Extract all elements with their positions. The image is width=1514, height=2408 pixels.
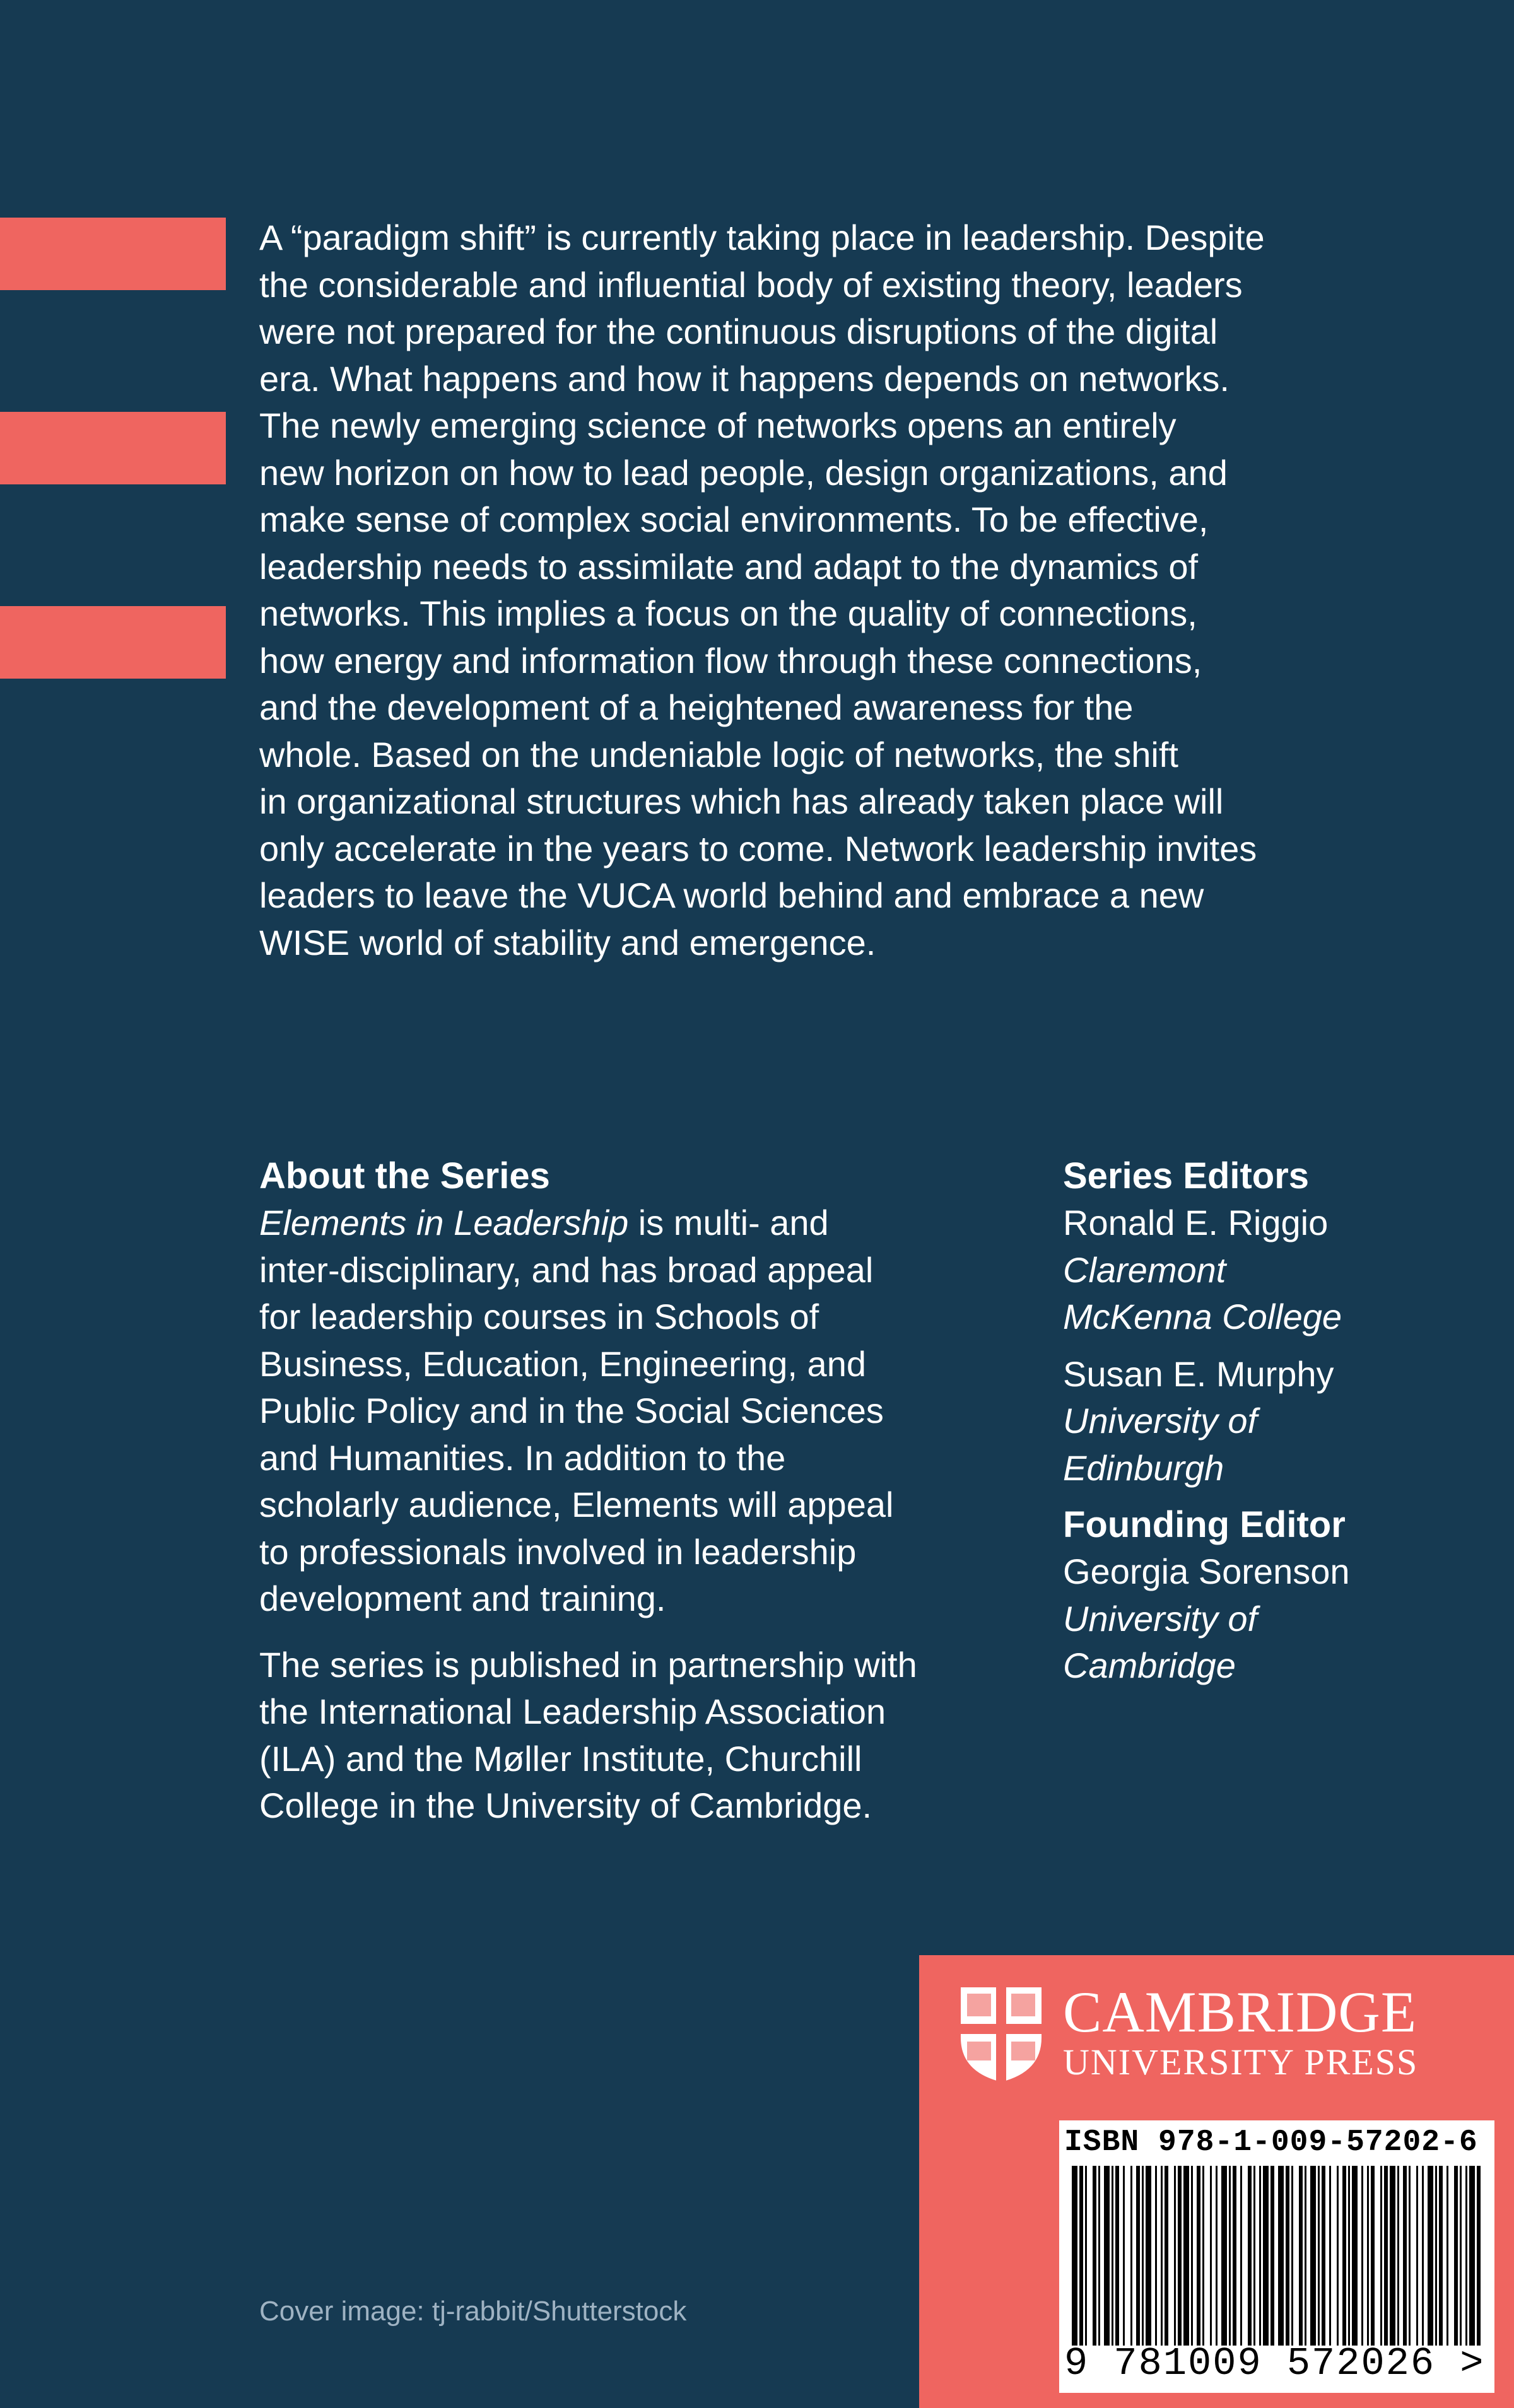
about-series-paragraph-2: The series is published in partnership with the International Leadership Association (ILA) and the Møller Institute, Churchill College in the University of Cambridge.	[259, 1644, 917, 1825]
accent-stripe-3	[0, 606, 226, 679]
editor-affiliation: Claremont McKenna College	[1063, 1249, 1342, 1336]
accent-stripe-1	[0, 218, 226, 290]
series-name: Elements in Leadership	[259, 1203, 629, 1242]
editor-name: Ronald E. Riggio	[1063, 1203, 1329, 1242]
barcode-icon	[1072, 2166, 1482, 2346]
founding-editor-affiliation: University of Cambridge	[1063, 1598, 1258, 1685]
cambridge-crest-icon	[957, 1984, 1045, 2084]
publisher-panel	[919, 1955, 1514, 2408]
publisher-name-line-1: CAMBRIDGE	[1063, 1980, 1417, 2044]
series-editors-section	[1063, 1153, 1479, 1690]
founding-editor-heading: Founding Editor	[1063, 1504, 1346, 1545]
barcode-box	[1059, 2120, 1494, 2393]
about-series-paragraph-1-rest: is multi- and inter-disciplinary, and has broad appeal for leadership courses in Schools of Business, Education, Engineering, and Public Policy and in the Social Sciences and Humanities. In addition to the scholarly audience, Elements will appeal to professionals involved in leadership development and training.	[259, 1203, 894, 1618]
series-editors-heading: Series Editors	[1063, 1155, 1310, 1196]
founding-editor-name: Georgia Sorenson	[1063, 1552, 1350, 1591]
barcode-digits: 9 781009 572026 >	[1064, 2341, 1485, 2386]
isbn-text: ISBN 978-1-009-57202-6	[1064, 2125, 1478, 2160]
editor-affiliation: University of Edinburgh	[1063, 1401, 1258, 1488]
cover-image-credit: Cover image: tj-rabbit/Shutterstock	[259, 2296, 687, 2327]
publisher-name-line-2: UNIVERSITY PRESS	[1063, 2042, 1419, 2083]
about-series-heading: About the Series	[259, 1155, 550, 1196]
editor-name: Susan E. Murphy	[1063, 1353, 1334, 1394]
accent-stripe-2	[0, 412, 226, 484]
about-series-paragraph-1	[259, 1200, 1029, 1623]
about-series-section	[259, 1153, 1029, 1830]
publisher-logo-text	[1063, 1982, 1418, 2083]
blurb-text: A “paradigm shift” is currently taking place in leadership. Despite the considerable and influential body of existing theory, leaders were not prepared for the continuous disruptions of the digital era. What happens and how it happens depends on networks. The newly emerging science of networks opens an entirely new horizon on how to lead people, design organizations, and make sense of complex social environments. To be effective, leadership needs to assimilate and adapt to the dynamics of networks. This implies a focus on the quality of connections, how energy and information flow through these connections, and the development of a heightened awareness for the whole. Based on the undeniable logic of networks, the shift in organizational structures which has already taken place will only accelerate in the years to come. Network leadership invites leaders to leave the VUCA world behind and embrace a new WISE world of stability and emergence.	[259, 218, 1265, 962]
